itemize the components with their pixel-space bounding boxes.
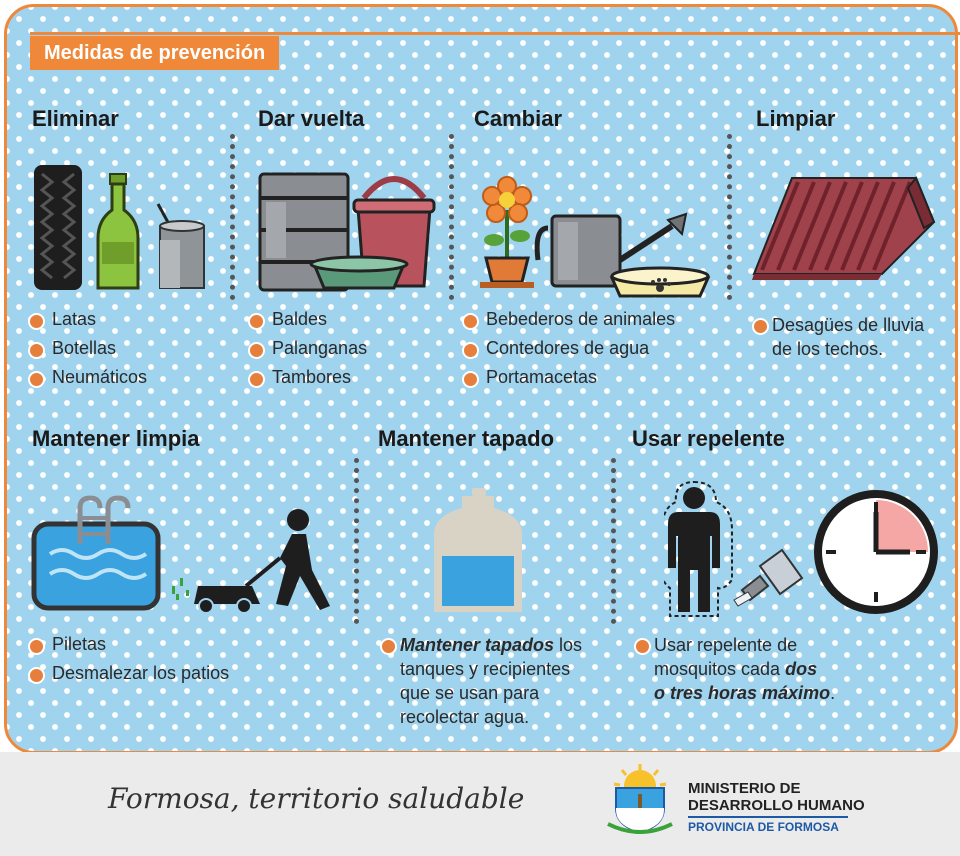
list-item: Desmalezar los patios — [28, 659, 229, 688]
section-title-cambiar: Cambiar — [474, 106, 563, 131]
repellent-clock-illustration — [664, 480, 940, 620]
province-name: PROVINCIA DE FORMOSA — [688, 820, 839, 834]
bottle-icon — [98, 174, 138, 288]
slogan: Formosa, territorio saludable — [108, 782, 525, 815]
list-cambiar — [462, 305, 675, 392]
list-item: Contedores de agua — [462, 334, 675, 363]
list-mantener-limpia — [28, 630, 229, 688]
water-tank-illustration — [428, 486, 528, 616]
bullet-icon — [248, 371, 265, 388]
list-item: Baldes — [248, 305, 367, 334]
usar-repelente-text: Usar repelente de mosquitos cada dos o tres horas máximo. — [634, 633, 835, 705]
pool-lawnmower-illustration — [30, 494, 342, 614]
bullet-icon — [248, 313, 265, 330]
list-item: Palanganas — [248, 334, 367, 363]
bullet-icon — [462, 313, 479, 330]
list-dar-vuelta — [248, 305, 367, 392]
separator — [727, 134, 732, 300]
bullet-icon — [248, 342, 265, 359]
tire-bottle-can-illustration — [30, 160, 210, 295]
ministry-divider — [688, 816, 848, 818]
formosa-emblem-icon — [604, 764, 676, 836]
bullet-icon — [28, 371, 45, 388]
list-item: Latas — [28, 305, 147, 334]
section-title-dar-vuelta: Dar vuelta — [258, 106, 365, 131]
page-title: Medidas de prevención — [30, 36, 279, 70]
pool-icon — [34, 498, 158, 608]
flower-pot-icon — [480, 177, 534, 288]
section-title-usar-repelente: Usar repelente — [632, 426, 785, 451]
list-item: Botellas — [28, 334, 147, 363]
pot-wateringcan-bowl-illustration — [472, 170, 720, 300]
list-item: Bebederos de animales — [462, 305, 675, 334]
section-title-mantener-tapado: Mantener tapado — [378, 426, 555, 451]
bullet-icon — [462, 371, 479, 388]
separator — [611, 458, 616, 624]
separator — [354, 458, 359, 624]
list-eliminar — [28, 305, 147, 392]
drum-bucket-basin-illustration — [254, 168, 440, 294]
roof-illustration — [748, 170, 938, 282]
bullet-icon — [28, 313, 45, 330]
list-item: Piletas — [28, 630, 229, 659]
header-line — [30, 32, 960, 35]
list-item: Tambores — [248, 363, 367, 392]
mantener-tapado-text: Mantener tapados los tanques y recipientes que se usan para recolectar agua. — [380, 633, 582, 729]
section-title-limpiar: Limpiar — [756, 106, 836, 131]
separator — [230, 134, 235, 300]
water-tank-icon — [434, 488, 522, 612]
pet-bowl-icon — [612, 268, 708, 296]
bullet-icon — [28, 667, 45, 684]
section-title-eliminar: Eliminar — [32, 106, 119, 131]
repellent-person-icon — [664, 482, 732, 616]
list-item: Portamacetas — [462, 363, 675, 392]
bullet-icon — [462, 342, 479, 359]
section-title-mantener-limpia: Mantener limpia — [32, 426, 200, 451]
bullet-icon — [380, 638, 397, 655]
basin-icon — [311, 257, 407, 288]
repellent-tube-icon — [734, 550, 802, 606]
lawnmower-person-icon — [172, 509, 330, 613]
tire-icon — [34, 165, 82, 290]
bullet-icon — [28, 342, 45, 359]
separator — [449, 134, 454, 300]
roof-icon — [752, 178, 934, 280]
can-icon — [158, 204, 204, 288]
clock-icon — [818, 494, 934, 610]
bullet-icon — [752, 318, 769, 335]
limpiar-text: Desagües de lluvia de los techos. — [752, 313, 924, 361]
bullet-icon — [634, 638, 651, 655]
bullet-icon — [28, 638, 45, 655]
list-item: Neumáticos — [28, 363, 147, 392]
ministry-name: MINISTERIO DE DESARROLLO HUMANO — [688, 780, 865, 814]
